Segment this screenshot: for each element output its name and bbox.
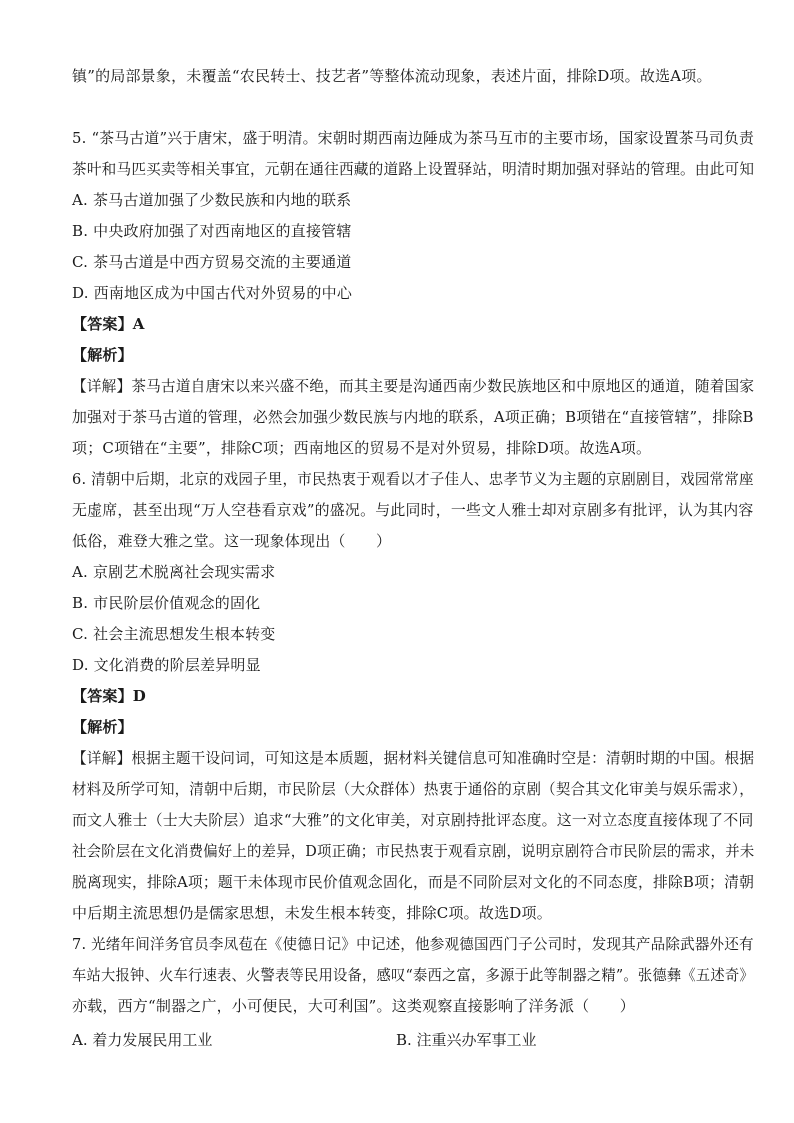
analysis-label: 【解析】 [72, 346, 133, 364]
option-b: B. 市民阶层价值观念的固化 [72, 594, 261, 612]
option-b: B. 中央政府加强了对西南地区的直接管辖 [72, 222, 352, 240]
explanation-line: 而文人雅士（士大夫阶层）追求“大雅”的文化审美，对京剧持批评态度。这一对立态度直接体现了不同 [72, 811, 754, 829]
explanation-line: 【详解】根据主题干设问词，可知这是本质题，据材料关键信息可知准确时空是：清朝时期的中国。根据 [72, 749, 755, 767]
option-c: C. 茶马古道是中西方贸易交流的主要通道 [72, 253, 352, 271]
option-a: A. 着力发展民用工业 [72, 1031, 213, 1049]
explanation-line: 项；C项错在“主要”，排除C项；西南地区的贸易不是对外贸易，排除D项。故选A项。 [72, 439, 652, 457]
question-6-stem: 6. 清朝中后期，北京的戏园子里，市民热衷于观看以才子佳人、忠孝节义为主题的京剧剧目，戏园常常座 [72, 470, 754, 488]
option-a: A. 京剧艺术脱离社会现实需求 [72, 563, 276, 581]
option-d: D. 西南地区成为中国古代对外贸易的中心 [72, 284, 353, 302]
text-line: 无虚席，甚至出现“万人空巷看京戏”的盛况。与此同时，一些文人雅士却对京剧多有批评，认为其内容 [72, 501, 754, 519]
option-c: C. 社会主流思想发生根本转变 [72, 625, 276, 643]
explanation-line: 【详解】茶马古道自唐宋以来兴盛不绝，而其主要是沟通西南少数民族地区和中原地区的通道，随着国家 [72, 377, 755, 395]
question-5-stem: 5. “茶马古道”兴于唐宋，盛于明清。宋朝时期西南边陲成为茶马互市的主要市场，国家设置茶马司负责 [72, 129, 755, 147]
answer-label: 【答案】D [72, 687, 147, 705]
text-line: 低俗，难登大雅之堂。这一现象体现出（ ） [72, 532, 392, 550]
answer-label: 【答案】A [72, 315, 145, 333]
explanation-line: 脱离现实，排除A项；题干未体现市民价值观念固化，而是不同阶层对文化的不同态度，排除B项；清朝 [72, 873, 755, 891]
question-7-stem: 7. 光绪年间洋务官员李凤苞在《使德日记》中记述，他参观德国西门子公司时，发现其产品除武器外还有 [72, 935, 754, 953]
text-line: 车站大报钟、火车行速表、火警表等民用设备，感叹“泰西之富，多源于此等制器之精”。张德彝《五述奇》 [72, 966, 754, 984]
analysis-label: 【解析】 [72, 718, 133, 736]
explanation-line: 中后期主流思想仍是儒家思想，未发生根本转变，排除C项。故选D项。 [72, 904, 552, 922]
explanation-line: 材料及所学可知，清朝中后期，市民阶层（大众群体）热衷于通俗的京剧（契合其文化审美与娱乐需求）， [72, 780, 754, 798]
option-b: B. 注重兴办军事工业 [396, 1031, 537, 1049]
explanation-line: 社会阶层在文化消费偏好上的差异，D项正确；市民热衷于观看京剧，说明京剧符合市民阶层的需求，并未 [72, 842, 755, 860]
text-line: 茶叶和马匹买卖等相关事宜，元朝在通往西藏的道路上设置驿站，明清时期加强对驿站的管理。由此可知 [72, 160, 755, 178]
option-d: D. 文化消费的阶层差异明显 [72, 656, 261, 674]
explanation-line: 加强对于茶马古道的管理，必然会加强少数民族与内地的联系，A项正确；B项错在“直接管辖”，排除B [72, 408, 754, 426]
option-a: A. 茶马古道加强了少数民族和内地的联系 [72, 191, 352, 209]
text-line: 镇”的局部景象，未覆盖“农民转士、技艺者”等整体流动现象，表述片面，排除D项。故选A项。 [72, 67, 712, 85]
text-line: 亦载，西方“制器之广，小可便民，大可利国”。这类观察直接影响了洋务派（ ） [72, 997, 635, 1015]
